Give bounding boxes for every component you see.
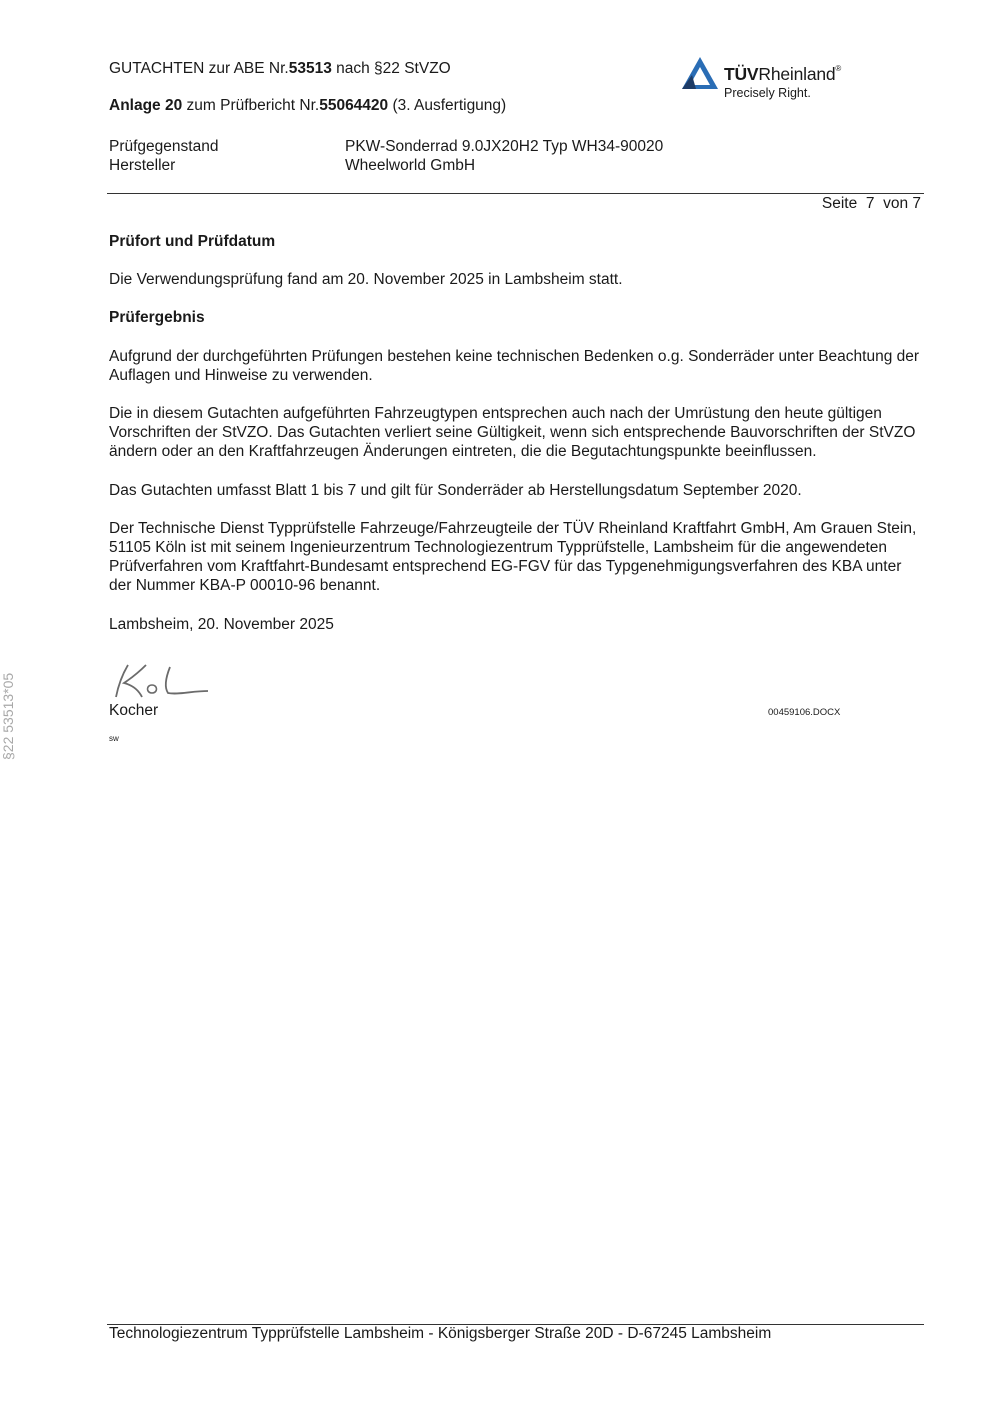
pruefort-heading: Prüfort und Prüfdatum [109, 233, 276, 250]
row-key-hersteller: Hersteller [109, 157, 176, 174]
logo-brand-rest: Rheinland [758, 64, 836, 84]
main-content [109, 232, 924, 653]
footer-address: Technologiezentrum Typprüfstelle Lambsheim - Königsberger Straße 20D - D-67245 Lambsheim [109, 1325, 772, 1342]
signer-name: Kocher [109, 702, 159, 719]
gutachten-suffix: nach §22 StVZO [331, 60, 451, 77]
ausfertigung: (3. Ausfertigung) [388, 97, 507, 114]
anlage-label: Anlage 20 [109, 97, 183, 114]
pruefort-text: Die Verwendungsprüfung fand am 20. November 2025 in Lambsheim statt. [109, 271, 623, 289]
typist-initials: sw [109, 734, 119, 743]
ergebnis-paragraph-1: Aufgrund der durchgeführten Prüfungen bestehen keine technischen Bedenken o.g. Sonderräder unter Beachtung der Auflagen und Hinweise zu verwenden. [109, 347, 920, 384]
side-mark: §22 53513*05 [0, 672, 16, 760]
ergebnis-heading: Prüfergebnis [109, 309, 205, 327]
gutachten-prefix: GUTACHTEN zur ABE Nr. [109, 60, 289, 77]
ergebnis-paragraph-2: Die in diesem Gutachten aufgeführten Fahrzeugtypen entsprechen auch nach der Umrüstung den heute gültigen Vorschriften der StVZO. Das Gutachten verliert seine Gültigkeit, wenn sich entsprechende Bauvorschriften der StVZO ändern oder an den Kraftfahrzeugen Änderungen eintreten, die die Begutachtungspunkte beeinflussen. [109, 405, 916, 461]
row-key-pruefgegenstand: Prüfgegenstand [109, 138, 219, 155]
triangle-logo-icon [680, 55, 720, 91]
page-number: Seite 7 von 7 [821, 195, 921, 212]
ergebnis-paragraph-4: Der Technische Dienst Typprüfstelle Fahrzeuge/Fahrzeugteile der TÜV Rheinland Kraftfahrt GmbH, Am Grauen Stein, 51105 Köln ist mit seinem Ingenieurzentrum Technologiezentrum Typprüfstelle, Lambsheim für die angewendeten Prüfverfahren vom Kraftfahrt-Bundesamt entsprechend EG-FGV für das Typgenehmigungsverfahren des KBA unter der Nummer KBA-P 00010-96 benannt. [109, 519, 917, 595]
row-value-pruefgegenstand: PKW-Sonderrad 9.0JX20H2 Typ WH34-90020 [345, 138, 664, 155]
logo-brand [724, 64, 841, 85]
row-value-hersteller: Wheelworld GmbH [345, 157, 476, 174]
pruefbericht-prefix: zum Prüfbericht Nr. [182, 97, 320, 114]
anlage-line [109, 97, 506, 115]
logo-tagline: Precisely Right. [724, 86, 811, 100]
pruefbericht-number: 55064420 [319, 97, 389, 114]
logo-registered: ® [835, 64, 842, 73]
gutachten-title [109, 60, 451, 78]
logo-brand-bold: TÜV [724, 64, 759, 84]
handwritten-signature [108, 657, 213, 702]
header-divider [107, 193, 924, 194]
ergebnis-paragraph-3: Das Gutachten umfasst Blatt 1 bis 7 und gilt für Sonderräder ab Herstellungsdatum September 2020. [109, 481, 802, 499]
abe-number: 53513 [288, 60, 332, 77]
tuv-rheinland-logo [680, 55, 880, 105]
place-date: Lambsheim, 20. November 2025 [109, 615, 334, 633]
document-reference: 00459106.DOCX [768, 707, 841, 718]
